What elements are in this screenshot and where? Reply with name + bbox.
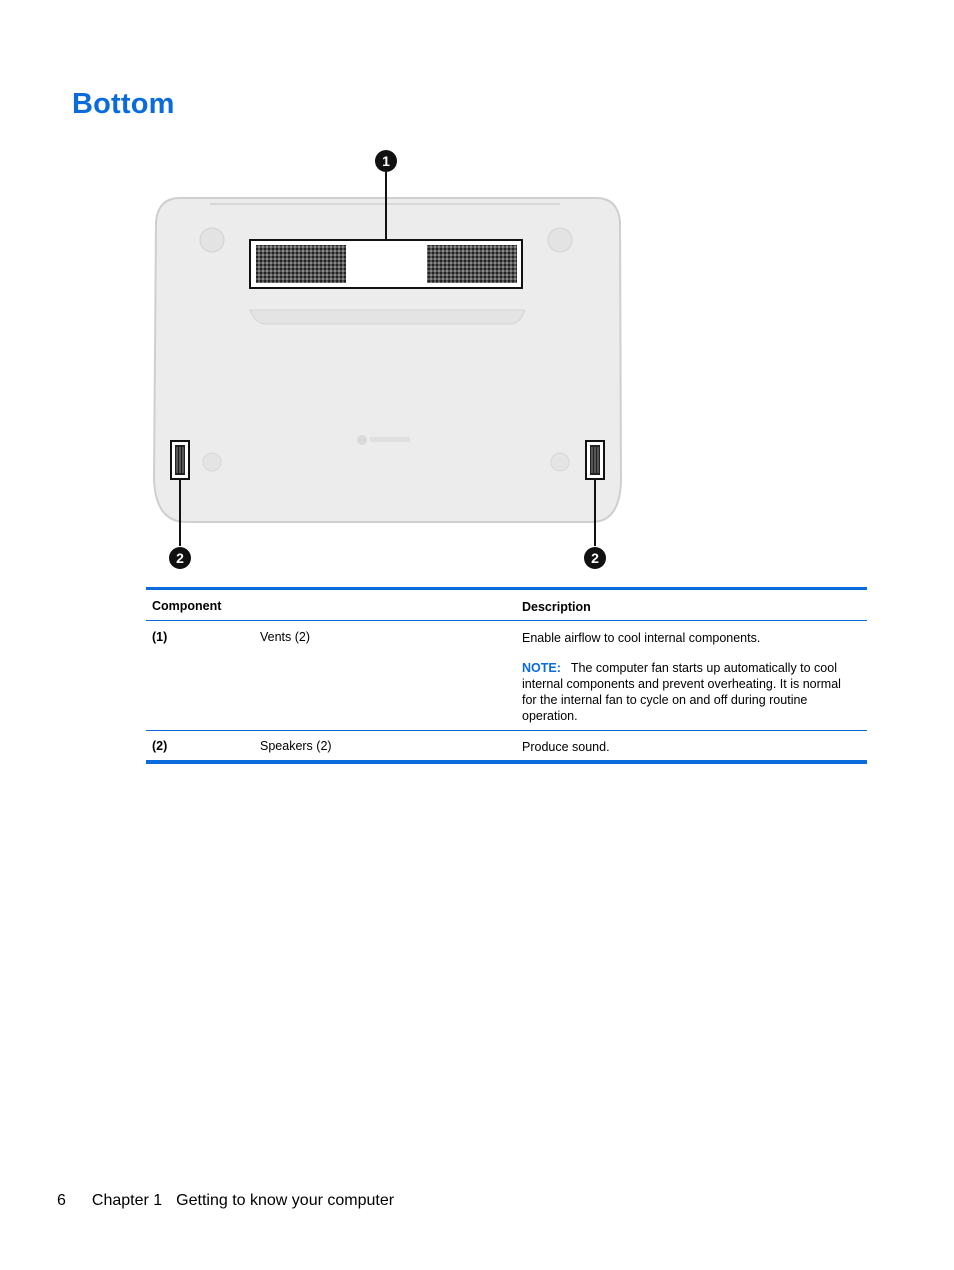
page-title: Bottom bbox=[72, 88, 175, 120]
svg-text:2: 2 bbox=[591, 550, 599, 566]
speaker-right bbox=[586, 441, 604, 479]
vent-right bbox=[427, 245, 517, 283]
note bbox=[522, 660, 852, 724]
callout-2-left bbox=[169, 547, 191, 569]
row-number: (2) bbox=[152, 739, 168, 753]
header-component: Component bbox=[152, 599, 222, 613]
note-label: NOTE: bbox=[522, 661, 561, 675]
component-table bbox=[146, 587, 867, 764]
chapter-label: Chapter 1 bbox=[91, 1192, 163, 1209]
row-description: Produce sound. bbox=[522, 740, 610, 754]
chapter-title: Getting to know your computer bbox=[176, 1192, 395, 1209]
row-description: Enable airflow to cool internal components. bbox=[522, 631, 761, 645]
header-description: Description bbox=[522, 600, 591, 614]
svg-text:2: 2 bbox=[176, 550, 184, 566]
row-description-cell bbox=[522, 630, 852, 724]
row-component: Vents (2) bbox=[260, 630, 311, 644]
bottom-view-drawing bbox=[140, 140, 640, 580]
page-footer bbox=[57, 1192, 394, 1210]
callout-1 bbox=[375, 150, 397, 172]
svg-text:1: 1 bbox=[382, 153, 390, 169]
table-header-row bbox=[146, 590, 867, 621]
callout-2-right bbox=[584, 547, 606, 569]
vent-left bbox=[256, 245, 346, 283]
row-number: (1) bbox=[152, 630, 168, 644]
note-text: The computer fan starts up automatically to cool internal components and prevent overheating. It is normal for the internal fan to cycle on and off during routine operation. bbox=[522, 661, 841, 723]
table-row bbox=[146, 621, 867, 731]
row-component: Speakers (2) bbox=[260, 739, 332, 753]
speaker-left bbox=[171, 441, 189, 479]
page-number: 6 bbox=[57, 1192, 66, 1209]
table-row bbox=[146, 731, 867, 760]
vents bbox=[250, 240, 522, 288]
computer-bottom-illustration bbox=[140, 140, 640, 580]
